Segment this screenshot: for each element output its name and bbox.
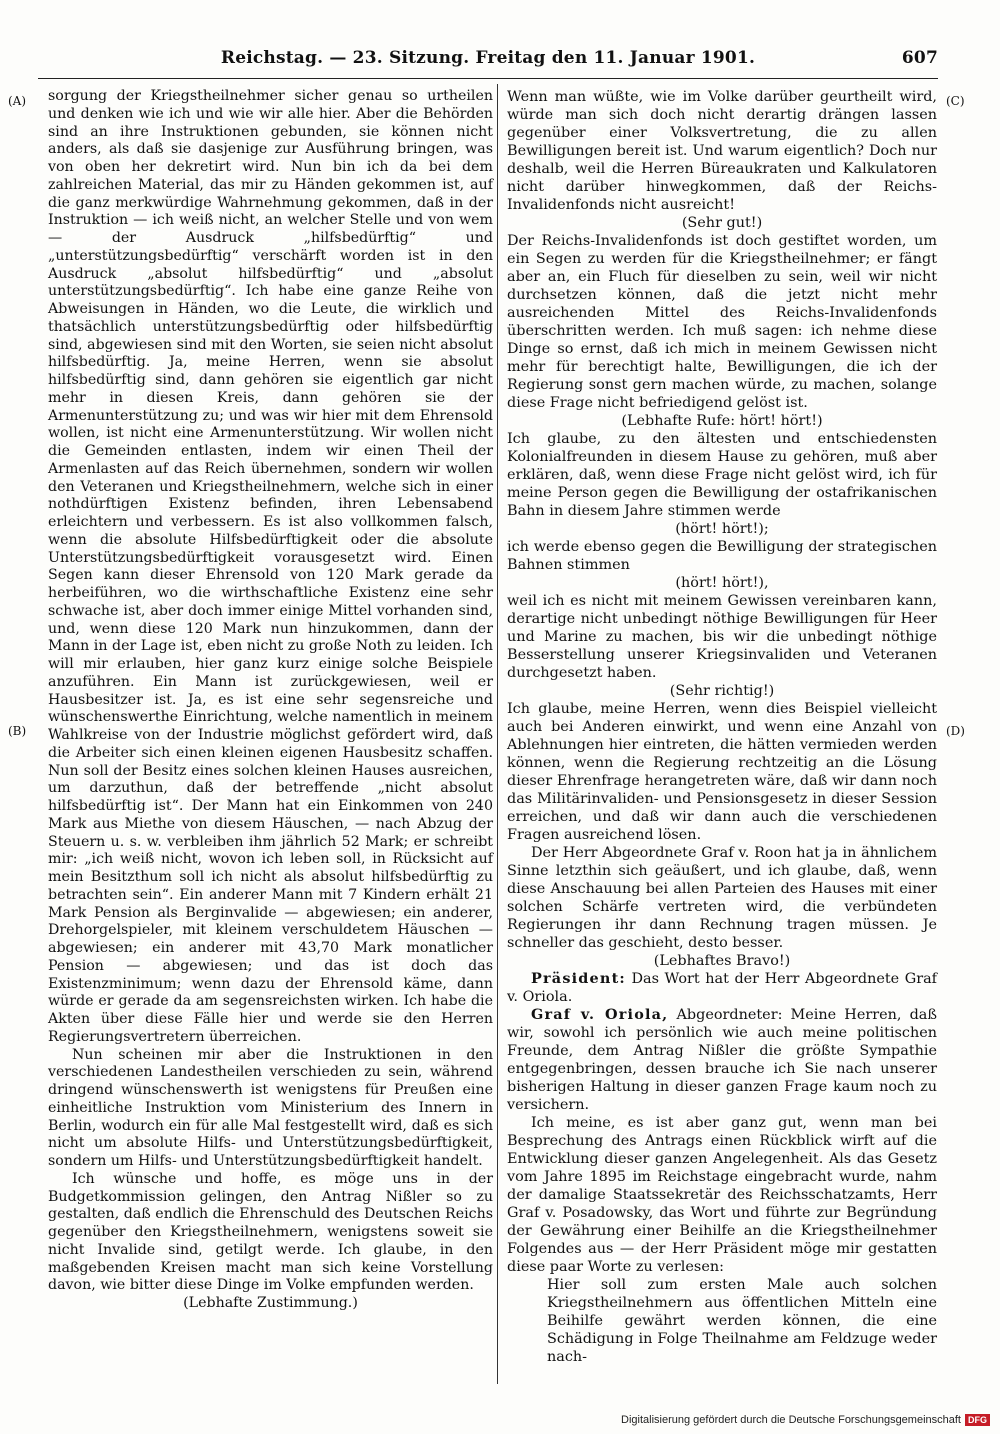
- header-rule: [38, 78, 938, 79]
- paragraph-text: Das Wort hat der Herr Abgeordnete Graf v. Oriola.: [507, 971, 937, 1005]
- paragraph: [507, 844, 937, 952]
- paragraph: [507, 538, 937, 574]
- interjection: [507, 214, 937, 232]
- interjection: [507, 574, 937, 592]
- running-title: Reichstag. — 23. Sitzung. Freitag den 11. Januar 1901.: [220, 48, 756, 68]
- paragraph-text: Ich wünsche und hoffe, es möge uns in der Budgetkommission gelingen, den Antrag Nißler so zu gestalten, daß endlich die Ehrenschuld des Deutschen Reichs gegenüber den Kriegstheilnehmern, wenigstens soweit sie nicht Invalide sind, getilgt werde. Ich glaube, in den maßgebenden Kreisen macht man sich keine Vorstellung davon, wie bitter diese Dinge im Volke empfunden werden.: [48, 1170, 493, 1294]
- paragraph-text: (hört! hört!),: [675, 575, 769, 591]
- paragraph-text: Wenn man wüßte, wie im Volke darüber geurtheilt wird, würde man sich doch nicht derartig drängen lassen gegenüber einer Volksvertretung, die zu allen Bewilligungen bereit ist. Und warum eigentlich? Doch nur deshalb, weil die Herren Büreaukraten und Kalkulatoren nicht darüber hinwegkommen, daß der Reichs-Invalidenfonds nicht ausreicht!: [507, 89, 937, 213]
- interjection: [507, 952, 937, 970]
- interjection: [507, 412, 937, 430]
- paragraph: [507, 88, 937, 214]
- paragraph-text: Der Herr Abgeordnete Graf v. Roon hat ja in ähnlichem Sinne letzthin sich geäußert, und ich glaube, daß, wenn diese Anschauung bei allen Parteien des Hauses mit einer solchen Schärfe vertreten wird, die verbündeten Regierungen ihr dann Rechnung tragen müssen. Je schneller das geschieht, desto besser.: [507, 845, 937, 951]
- paragraph: [507, 232, 937, 412]
- interjection: [507, 682, 937, 700]
- right-column: [507, 88, 937, 1366]
- paragraph: [547, 1276, 937, 1366]
- paragraph-text: Ich glaube, zu den ältesten und entschiedensten Kolonialfreunden in diesem Hause zu gehören, muß aber erklären, daß, wenn diese Frage nicht gelöst wird, ich für meine Person gegen die Bewilligung der ostafrikanischen Bahn in diesem Jahre stimmen werde: [507, 431, 937, 519]
- dfg-logo: DFG: [965, 1414, 990, 1426]
- paragraph: [48, 1171, 493, 1295]
- paragraph-text: (Sehr richtig!): [669, 683, 775, 699]
- margin-marker-c: (C): [946, 94, 965, 108]
- footer-credit: Digitalisierung gefördert durch die Deutsche Forschungsgemeinschaft: [621, 1414, 961, 1426]
- margin-marker-d: (D): [946, 724, 965, 738]
- paragraph: [507, 700, 937, 844]
- paragraph-text: (hört! hört!);: [675, 521, 769, 537]
- paragraph-text: Nun scheinen mir aber die Instruktionen in den verschiedenen Landestheilen verschieden zu sein, während dringend wünschenswerth ist wenigstens für Preußen eine einheitliche Instruktion vom Ministerium des Innern in Berlin, wodurch ein für alle Mal festgestellt wird, daß es sich nicht um absolute Hilfs- und Unterstützungsbedürftigkeit, sondern um Hilfs- und Unterstützungsbedürftigkeit handelt.: [48, 1046, 493, 1169]
- speaker-name: Präsident:: [531, 970, 626, 987]
- paragraph-text: weil ich es nicht mit meinem Gewissen vereinbaren kann, derartige nicht unbedingt nöthige Bewilligungen für Heer und Marine zu machen, bis wir die unbedingt nöthige Besserstellung unserer Kriegsinvaliden und Veteranen durchgesetzt haben.: [507, 593, 937, 681]
- paragraph-text: Ich meine, es ist aber ganz gut, wenn man bei Besprechung des Antrags einen Rückblick wirft auf die Entwicklung dieser ganzen Angelegenheit. Als das Gesetz vom Jahre 1895 im Reichstage eingebracht wurde, nahm der damalige Staatssekretär des Reichsschatzamts, Herr Graf v. Posadowsky, das Wort und führte zur Begründung der Gewährung einer Beihilfe an die Kriegstheilnehmer Folgendes aus — der Herr Präsident möge mir gestatten diese paar Worte zu verlesen:: [507, 1115, 937, 1275]
- footer: [621, 1414, 990, 1426]
- interjection: [48, 1295, 493, 1313]
- paragraph-text: Ich glaube, meine Herren, wenn dies Beispiel vielleicht auch bei Anderen einwirkt, und wenn eine Anzahl von Ablehnungen hier eintreten, die hätten vermieden werden können, wenn die Regierung rechtzeitig an die Lösung dieser Ehrenfrage herangetreten wäre, daß wir dann noch das Militärinvaliden- und Pensionsgesetz in dieser Session erreichen, und daß wir dann auch die verschiedenen Fragen ausreichend lösen.: [507, 701, 937, 843]
- paragraph: [507, 970, 937, 1006]
- paragraph-text: (Sehr gut!): [681, 215, 763, 231]
- margin-marker-a: (A): [8, 94, 27, 108]
- paragraph-text: Abgeordneter: Meine Herren, daß wir, sowohl ich persönlich wie auch meine politischen Freunde, dem Antrag Nißler die größte Sympathie entgegenbringen, dessen brauche ich Sie nach unserer bisherigen Haltung in dieser ganzen Frage kaum noch zu versichern.: [507, 1007, 937, 1113]
- paragraph: [507, 430, 937, 520]
- paragraph-text: Der Reichs-Invalidenfonds ist doch gestiftet worden, um ein Segen zu werden für die Kriegstheilnehmer; er fängt aber an, ein Fluch für dieselben zu sein, weil wir nicht durchsetzen können, daß die jetzt nicht mehr ausreichenden Mittel des Reichs-Invalidenfonds überschritten werden. Ich muß sagen: ich nehme diese Dinge so ernst, daß ich mich in meinem Gewissen nicht mehr für berechtigt halte, Bewilligungen, die ich der Regierung sonst gern machen würde, zu machen, solange diese Frage nicht befriedigend gelöst ist.: [507, 233, 937, 411]
- paragraph-text: sorgung der Kriegstheilnehmer sicher genau so urtheilen und denken wie ich und wie wir alle hier. Aber die Behörden sind an ihre Instruktionen gebunden, sie können nicht anders, als daß sie dasjenige zur Ausführung bringen, was von oben her dekretirt wird. Nun bin ich da bei dem zahlreichen Material, das mir zu Händen gekommen ist, auf die ganz merkwürdige Wahrnehmung gekommen, daß in der Instruktion — ich weiß nicht, an welcher Stelle und von wem — der Ausdruck „hilfsbedürftig“ und „unterstützungsbedürftig“ verschärft worden ist in den Ausdruck „absolut hilfsbedürftig“ und „absolut unterstützungsbedürftig“. Ich habe eine ganze Reihe von Abweisungen in Händen, wo die Leute, die wirklich und thatsächlich unterstützungsbedürftig oder hilfsbedürftig sind, abgewiesen sind mit den Worten, sie seien nicht absolut hilfsbedürftig. Ja, meine Herren, wenn sie absolut hilfsbedürftig sind, dann gehören sie eigentlich gar nicht mehr in diesen Kreis, dann gehören sie der Armenunterstützung zu; und was wir hier mit dem Ehrensold wollen, ist nicht eine Armenunterstützung. Wir wollen nicht die Gemeinden entlasten, indem wir einen Theil der Armenlasten auf das Reich übernehmen, sondern wir wollen den Veteranen und Kriegstheilnehmern, welche sich in einer nothdürftigen Existenz befinden, ihren Lebensabend erleichtern und verbessern. Es ist also vollkommen falsch, wenn die absolute Hilfsbedürftigkeit oder die absolute Unterstützungsbedürftigkeit vorausgesetzt wird. Einen Segen kann dieser Ehrensold von 120 Mark gerade da herbeiführen, wo die wirthschaftliche Existenz eine sehr schwache ist, aber doch immer einige Mittel vorhanden sind, und, wenn diese 120 Mark nun hinzukommen, dann der Mann in der Lage ist, eben nicht zu große Noth zu leiden. Ich will mir erlauben, hier ganz kurz einige solche Beispiele anzuführen. Ein Mann ist zurückgewiesen, weil er Hausbesitzer ist. Ja, es ist eine sehr segensreiche und wünschenswerthe Einrichtung, welche namentlich in meinem Wahlkreise von der Industrie möglichst gefördert wird, daß die Arbeiter sich einen kleinen eigenen Hausbesitz schaffen. Nun soll der Besitz eines solchen kleinen Hauses ausreichen, um darzuthun, daß der betreffende „nicht absolut hilfsbedürftig ist“. Der Mann hat ein Einkommen von 240 Mark aus Miethe von diesem Häuschen, — nach Abzug der Steuern u. s. w. verbleiben ihm jährlich 52 Mark; er schreibt mir: „ich weiß nicht, wovon ich leben soll, in Rücksicht auf mein Besitzthum soll ich nicht als absolut hilfsbedürftig zu betrachten sein“. Ein anderer Mann mit 7 Kindern erhält 21 Mark Pension als Berginvalide — abgewiesen; ein anderer, Drehorgelspieler, mit kleinem verschuldetem Häuschen — abgewiesen; ein anderer mit 43,70 Mark monatlicher Pension — abgewiesen; und das ist doch das Existenzminimum; wenn dazu der Ehrensold käme, dann würde er gerade da am segensreichsten wirken. Ich habe die Akten über diese Fälle hier und werde sie den Herren Regierungsvertretern überreichen.: [48, 88, 493, 1045]
- interjection: [507, 520, 937, 538]
- paragraph-text: (Lebhaftes Bravo!): [653, 953, 791, 969]
- page-number: 607: [901, 48, 938, 68]
- margin-marker-b: (B): [8, 724, 27, 738]
- page-header: [38, 48, 938, 72]
- paragraph: [507, 1114, 937, 1276]
- paragraph-text: (Lebhafte Rufe: hört! hört!): [621, 413, 823, 429]
- paragraph-text: (Lebhafte Zustimmung.): [183, 1295, 358, 1311]
- left-column: [48, 88, 493, 1313]
- column-divider: [497, 84, 498, 1384]
- paragraph-text: ich werde ebenso gegen die Bewilligung der strategischen Bahnen stimmen: [507, 539, 937, 573]
- paragraph: [507, 1006, 937, 1114]
- paragraph: [48, 1047, 493, 1171]
- paragraph: [48, 88, 493, 1047]
- paragraph-text: Hier soll zum ersten Male auch solchen Kriegstheilnehmern aus öffentlichen Mitteln eine Beihilfe gewährt werden können, die eine Schädigung in Folge Theilnahme am Feldzuge weder nach-: [547, 1277, 937, 1365]
- paragraph: [507, 592, 937, 682]
- speaker-name: Graf v. Oriola,: [531, 1006, 669, 1023]
